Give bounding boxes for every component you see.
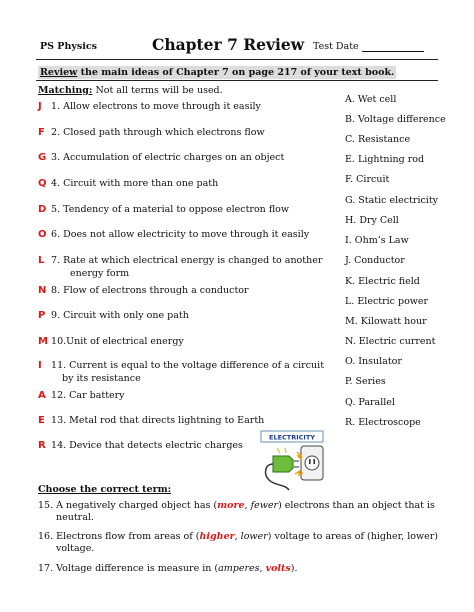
option-m: M. Kilowatt hour — [345, 316, 427, 327]
test-date-blank — [362, 42, 424, 52]
electricity-clipart — [255, 430, 335, 496]
test-date-label: Test Date — [313, 41, 359, 52]
question-text: 14. Device that detects electric charges — [48, 440, 243, 451]
option-k: K. Electric field — [345, 276, 420, 287]
answer-5: D — [38, 204, 47, 215]
q15-answer: more — [217, 500, 245, 511]
question-text: 5. Tendency of a material to oppose electron flow — [48, 204, 290, 215]
q16-part-c: , — [234, 531, 241, 542]
page-title: Chapter 7 Review — [152, 35, 305, 54]
question-8 — [38, 285, 249, 298]
q16-alt: lower — [240, 531, 268, 542]
answer-13: E — [38, 415, 45, 426]
option-r: R. Electroscope — [345, 417, 421, 428]
q16-answer: higher — [199, 531, 235, 542]
question-text: 12. Car battery — [48, 390, 125, 401]
question-text: 10.Unit of electrical energy — [48, 336, 184, 347]
question-4 — [38, 178, 218, 191]
q17-alt: amperes — [218, 563, 260, 574]
option-o: O. Insulator — [345, 356, 402, 367]
matching-header — [38, 85, 223, 96]
answer-11: I — [38, 360, 42, 371]
option-b: B. Voltage difference — [345, 114, 446, 125]
option-n: N. Electric current — [345, 336, 436, 347]
divider-bottom — [36, 80, 438, 81]
q16-part-e: ) voltage to areas of (higher, lower) — [267, 531, 438, 542]
answer-2: F — [38, 127, 45, 138]
matching-note: Not all terms will be used. — [92, 85, 223, 96]
question-text: 2. Closed path through which electrons flow — [48, 127, 265, 138]
answer-9: P — [38, 310, 46, 321]
question-text: 4. Circuit with more than one path — [48, 178, 219, 189]
question-9 — [38, 310, 189, 323]
question-3 — [38, 152, 284, 165]
q15-alt: fewer — [250, 500, 279, 511]
question-continuation: by its resistance — [62, 372, 141, 384]
option-l: L. Electric power — [345, 296, 429, 307]
question-12 — [38, 390, 125, 403]
q17-answer: volts — [265, 563, 291, 574]
question-1 — [38, 101, 261, 114]
option-g: G. Static electricity — [345, 195, 439, 206]
answer-8: N — [38, 285, 47, 296]
option-i: I. Ohm’s Law — [345, 235, 409, 246]
option-a: A. Wet cell — [345, 94, 397, 105]
answer-14: R — [38, 440, 46, 451]
option-h: H. Dry Cell — [345, 215, 399, 226]
question-text: 1. Allow electrons to move through it easily — [48, 101, 261, 112]
instruction-underlined: Review — [40, 67, 78, 78]
question-text: 13. Metal rod that directs lightning to Earth — [48, 415, 265, 426]
question-text: 3. Accumulation of electric charges on an object — [48, 152, 285, 163]
q17-part-c: , — [259, 563, 266, 574]
option-f: F. Circuit — [345, 174, 390, 185]
matching-label: Matching: — [38, 85, 93, 96]
question-13 — [38, 415, 264, 428]
question-11 — [38, 360, 324, 385]
answer-12: A — [38, 390, 46, 401]
option-q: Q. Parallel — [345, 397, 395, 408]
question-text: 11. Current is equal to the voltage difference of a circuit — [48, 360, 325, 371]
answer-6: O — [38, 229, 47, 240]
question-17 — [38, 563, 298, 575]
question-6 — [38, 229, 309, 242]
plug-socket-icon — [255, 430, 335, 496]
q15-part-e: ) electrons than an object that is — [278, 500, 435, 511]
question-text: 7. Rate at which electrical energy is changed to another — [48, 255, 323, 266]
class-name: PS Physics — [40, 41, 97, 52]
question-10 — [38, 336, 184, 349]
test-date — [313, 41, 424, 52]
q16-part-a: 16. Electrons flow from areas of ( — [38, 531, 200, 542]
question-14 — [38, 440, 243, 453]
review-instruction — [38, 66, 396, 79]
q17-part-a: 17. Voltage difference is measure in ( — [38, 563, 219, 574]
option-j: J. Conductor — [345, 255, 405, 266]
q15-part-a: 15. A negatively charged object has ( — [38, 500, 218, 511]
q15-part-c: , — [244, 500, 251, 511]
option-p: P. Series — [345, 376, 386, 387]
answer-3: G — [38, 152, 47, 163]
question-text: 9. Circuit with only one path — [48, 310, 189, 321]
question-7 — [38, 255, 322, 280]
question-continuation: energy form — [70, 267, 130, 279]
option-c: C. Resistance — [345, 134, 411, 145]
choose-header: Choose the correct term: — [38, 484, 172, 495]
option-e: E. Lightning rod — [345, 154, 425, 165]
question-text: 8. Flow of electrons through a conductor — [48, 285, 249, 296]
q16-continuation: voltage. — [56, 543, 95, 554]
answer-7: L — [38, 255, 45, 266]
question-16 — [38, 531, 438, 555]
question-text: 6. Does not allow electricity to move through it easily — [48, 229, 310, 240]
answer-10: M — [38, 336, 48, 347]
q15-continuation: neutral. — [56, 512, 94, 523]
instruction-rest: the main ideas of Chapter 7 on page 217 of your text book. — [77, 67, 395, 78]
answer-1: J — [38, 101, 42, 112]
divider-top — [36, 59, 438, 60]
question-2 — [38, 127, 265, 140]
answer-4: Q — [38, 178, 47, 189]
question-15 — [38, 500, 435, 524]
clipart-caption: ELECTRICITY — [269, 433, 315, 442]
q17-part-e: ). — [290, 563, 298, 574]
question-5 — [38, 204, 289, 217]
